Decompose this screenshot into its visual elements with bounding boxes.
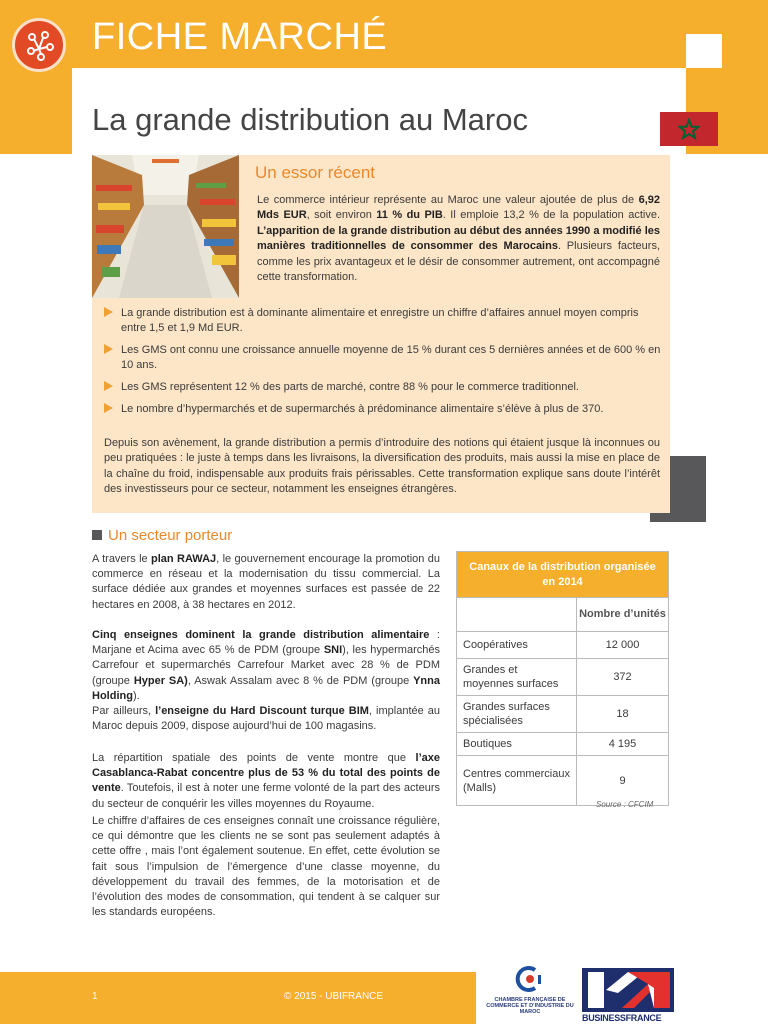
copyright-text: © 2015 - UBIFRANCE <box>284 991 384 1002</box>
body-paragraph: A travers le plan RAWAJ, le gouvernement encourage la promotion du commerce en réseau et la modernisation du tissu commercial. La surface dédiée aux grandes et moyennes surfaces est passée de 22 hectares en 2008, à 38 hectares en 2012. <box>92 553 441 611</box>
table-cell-value: 9 <box>577 756 669 806</box>
body-paragraph: La répartition spatiale des points de vente montre que l’axe Casablanca-Rabat concentre plus de 53 % du total des points de vente. Toutefois, il est à noter une ferme volonté de la part des acteurs du secteur de conquérir les villes moyennes du Royaume. <box>92 752 440 810</box>
list-item: Les GMS représentent 12 % des parts de marché, contre 88 % pour le commerce traditionnel. <box>104 380 662 395</box>
bullet-arrow-icon <box>104 381 113 391</box>
page-title: La grande distribution au Maroc <box>92 102 528 137</box>
businessfrance-logo-text: BUSINESSFRANCE <box>582 1013 662 1023</box>
publisher-logo <box>12 18 66 72</box>
table-row <box>457 733 669 756</box>
list-item: Les GMS ont connu une croissance annuelle moyenne de 15 % durant ces 5 dernières années et de 600 % en 10 ans. <box>104 343 662 373</box>
distribution-channels-table <box>456 551 669 806</box>
left-accent-bar <box>0 68 72 154</box>
table-cell-label: Grandes et moyennes surfaces <box>457 659 577 696</box>
network-icon <box>23 29 57 63</box>
bullet-arrow-icon <box>104 344 113 354</box>
table-row <box>457 696 669 733</box>
table-cell-value: 12 000 <box>577 632 669 659</box>
section-heading: Un secteur porteur <box>92 527 232 544</box>
list-item: Le nombre d’hypermarchés et de supermarchés à prédominance alimentaire s’élève à plus de 370. <box>104 402 662 417</box>
star-icon <box>678 118 700 140</box>
businessfrance-emblem-icon <box>582 966 676 1012</box>
cfcim-logo <box>480 966 580 1015</box>
table-source-note: Source : CFCIM <box>596 800 654 809</box>
decorative-square <box>686 34 722 68</box>
table-cell-label: Grandes surfaces spécialisées <box>457 696 577 733</box>
table-cell-label: Centres commerciaux (Malls) <box>457 756 577 806</box>
bullet-arrow-icon <box>104 307 113 317</box>
square-bullet-icon <box>92 530 102 540</box>
table-row <box>457 632 669 659</box>
table-row <box>457 659 669 696</box>
document-type-label: FICHE MARCHÉ <box>92 16 388 58</box>
section-heading: Un essor récent <box>255 163 375 182</box>
body-paragraph: Par ailleurs, l’enseigne du Hard Discount turque BIM, implantée au Maroc depuis 2009, dispose aujourd’hui de 100 magasins. <box>92 705 440 733</box>
table-cell-label: Boutiques <box>457 733 577 756</box>
bullet-arrow-icon <box>104 403 113 413</box>
body-paragraph: Cinq enseignes dominent la grande distribution alimentaire : Marjane et Acima avec 65 % de PDM (groupe SNI), les hypermarchés Carrefour et supermarchés Carrefour Market avec 28 % de PDM (groupe Hyper SA), Aswak Assalam avec 8 % de PDM (groupe Ynna Holding). <box>92 629 440 702</box>
page-number: 1 <box>92 991 98 1002</box>
table-cell-value: 372 <box>577 659 669 696</box>
cfcim-logo-text: CHAMBRE FRANÇAISE DE COMMERCE ET D’INDUSTRIE DU MAROC <box>486 997 574 1015</box>
table-column-header: Nombre d’unités <box>577 598 669 632</box>
table-cell-value: 4 195 <box>577 733 669 756</box>
key-facts-list <box>104 306 662 424</box>
decorative-square <box>686 76 722 110</box>
intro-closing-paragraph: Depuis son avènement, la grande distribution a permis d’introduire des notions qui étaient jusque là inconnues ou peu pratiquées : le juste à temps dans les livraisons, la diversification des produits, mais aussi la mise en place de la chaîne du froid, indispensable aux produits frais périssables. Cette transformation explique sans doute l’intérêt des investisseurs pour ce secteur, notamment les enseignes étrangères. <box>104 437 660 496</box>
list-item: La grande distribution est à dominante alimentaire et enregistre un chiffre d’affaires annuel moyen compris entre 1,5 et 1,9 Md EUR. <box>104 306 662 336</box>
cci-emblem-icon <box>513 966 547 992</box>
table-cell-value: 18 <box>577 696 669 733</box>
table-cell-label: Coopératives <box>457 632 577 659</box>
morocco-flag-icon <box>660 112 718 146</box>
supermarket-aisle-photo <box>92 155 239 298</box>
intro-paragraph: Le commerce intérieur représente au Maroc une valeur ajoutée de plus de 6,92 Mds EUR, soit environ 11 % du PIB. Il emploie 13,2 % de la population active. L’apparition de la grande distribution au début des années 1990 a modifié les manières traditionnelles de consommer des Marocains. Plusieurs facteurs, comme les prix avantageux et le désir de consommer autrement, ont accompagné cette transformation. <box>257 194 660 284</box>
table-header-empty <box>457 598 577 632</box>
body-paragraph: Le chiffre d’affaires de ces enseignes connaît une croissance régulière, ce qui démontre que les clients ne se sont pas seulement adaptés à cette offre , mais l’ont également soutenue. En effet, cette évolution se fait sous l’impulsion de l’émergence d’une classe moyenne, du développement du travail des femmes, de la motorisation et de l’évolution des modes de consommation, qui tendent à se calquer sur les standards européens. <box>92 815 440 919</box>
table-caption: Canaux de la distribution organisée en 2014 <box>457 552 669 598</box>
table-row <box>457 756 669 806</box>
